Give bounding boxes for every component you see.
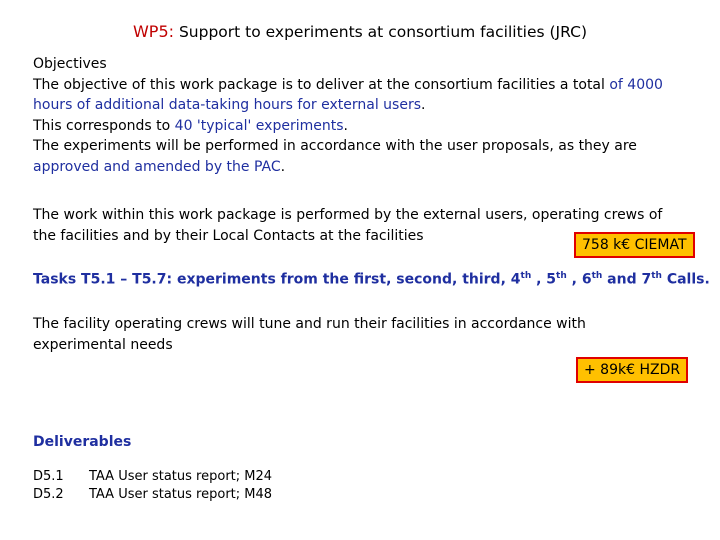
deliverables-heading: Deliverables [33,434,132,450]
text-span: The objective of this work package is to deliver at the consortium facilities a total [33,76,610,93]
superscript: th [556,271,567,281]
text-span: , 5 [531,271,557,288]
superscript: th [591,271,603,281]
superscript: th [520,271,532,281]
text-span: , 6 [566,271,592,288]
tasks-line [33,271,710,288]
highlight-span: of 4000 [609,76,663,93]
deliverable-text: TAA User status report; M24 [89,469,273,484]
deliverable-text: TAA User status report; M48 [89,487,273,502]
title-prefix: WP5: [132,22,175,41]
crews-line: The facility operating crews will tune and run their facilities in accordance with [33,316,586,332]
text-span: . [343,117,348,134]
objectives-line [33,75,663,96]
text-span: Calls. [661,271,710,288]
superscript: th [651,271,662,281]
objectives-line: The experiments will be performed in accordance with the user proposals, as they are [33,138,637,154]
text-span: and 7 [602,271,652,288]
deliverable-id: D5.2 [33,487,64,502]
work-line: the facilities and by their Local Contacts at the facilities [33,227,424,244]
crews-block [33,314,586,355]
highlight-span: hours of additional data-taking hours for external users [33,97,421,113]
objectives-line [33,95,663,116]
crews-line: experimental needs [33,336,173,353]
objectives-block [33,54,663,177]
text-span: This corresponds to [33,117,175,134]
budget-box-hzdr: + 89k€ HZDR [576,357,688,383]
highlight-span: approved and amended by the PAC [33,158,281,175]
highlight-span: 40 'typical' experiments [174,117,344,134]
objectives-line [33,116,663,137]
title-text: Support to experiments at consortium facilities (JRC) [178,23,587,41]
budget-box-ciemat: 758 k€ CIEMAT [574,232,695,258]
work-line: The work within this work package is performed by the external users, operating crews of [33,207,663,223]
deliverable-id: D5.1 [33,469,64,484]
page-title [0,22,720,41]
objectives-line [33,157,663,178]
objectives-heading: Objectives [33,56,107,72]
work-block [33,205,662,246]
text-span: . [421,97,426,113]
text-span: . [280,158,286,175]
text-span: Tasks T5.1 – T5.7: experiments from the first, second, third, 4 [33,271,521,288]
